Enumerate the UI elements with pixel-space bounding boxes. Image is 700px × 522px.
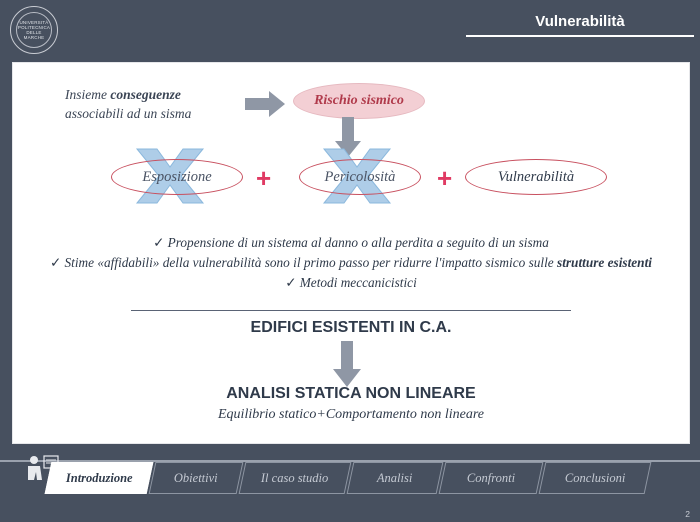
risk-bubble-label: Rischio sismico <box>314 93 404 108</box>
list-item-text-bold: strutture esistenti <box>557 255 652 270</box>
check-icon: ✓ <box>50 255 62 270</box>
heading-existing-buildings: EDIFICI ESISTENTI IN C.A. <box>250 319 452 336</box>
list-item-text: Metodi meccanicistici <box>299 275 417 290</box>
tab-conclusioni[interactable] <box>539 462 652 494</box>
tab-analisi[interactable] <box>347 462 444 494</box>
check-icon: ✓ <box>153 235 165 250</box>
term-pericolosita-label: Pericolosità <box>324 168 396 185</box>
tab-introduzione-label: Introduzione <box>65 470 133 485</box>
intro-line2: associabili ad un sisma <box>65 106 192 121</box>
slide-canvas <box>12 62 690 444</box>
plus-operator-2: + <box>437 163 453 193</box>
tab-confronti[interactable] <box>439 462 544 494</box>
term-vulnerabilita <box>465 159 607 195</box>
check-icon: ✓ <box>285 275 297 290</box>
tab-introduzione[interactable] <box>45 462 154 494</box>
list-item-text: Propensione di un sistema al danno o alla perdita a seguito di un sisma <box>167 235 549 250</box>
intro-line1-bold: conseguenze <box>110 87 181 102</box>
tab-il-caso-studio-label: Il caso studio <box>261 470 329 485</box>
list-item-text: Stime «affidabili» della vulnerabilità sono il primo passo per ridurre l'impatto sismico sulle <box>64 255 558 270</box>
tab-conclusioni-label: Conclusioni <box>564 470 626 485</box>
page-title <box>466 8 694 37</box>
list-item <box>43 273 659 292</box>
arrow-right-icon <box>245 91 285 117</box>
list-item <box>43 233 659 252</box>
term-esposizione-label: Esposizione <box>142 168 212 185</box>
university-logo-inner: UNIVERSITÀ POLITECNICA DELLE MARCHE <box>16 12 52 48</box>
tab-obiettivi[interactable] <box>149 462 244 494</box>
tab-il-caso-studio[interactable] <box>239 462 352 494</box>
intro-text <box>65 85 250 123</box>
heading-analysis: ANALISI STATICA NON LINEARE <box>226 385 476 402</box>
horizontal-divider <box>131 310 571 311</box>
plus-operator-1: + <box>256 163 272 193</box>
bullet-list <box>43 233 659 293</box>
university-logo <box>10 6 58 54</box>
list-item <box>43 253 659 272</box>
tab-confronti-label: Confronti <box>466 470 516 485</box>
slide-header <box>0 0 700 58</box>
intro-line1-plain: Insieme <box>65 87 111 102</box>
tab-analisi-label: Analisi <box>377 470 413 485</box>
risk-bubble <box>293 83 425 119</box>
slide-footer <box>0 450 700 522</box>
term-vulnerabilita-label: Vulnerabilità <box>497 168 575 185</box>
page-title-text: Vulnerabilità <box>535 13 625 30</box>
subheading-analysis: Equilibrio statico+Comportamento non lineare <box>218 407 484 422</box>
term-esposizione <box>111 159 243 195</box>
term-pericolosita <box>299 159 421 195</box>
arrow-down-icon <box>333 341 361 387</box>
page-number: 2 <box>685 509 690 519</box>
tab-obiettivi-label: Obiettivi <box>174 470 218 485</box>
